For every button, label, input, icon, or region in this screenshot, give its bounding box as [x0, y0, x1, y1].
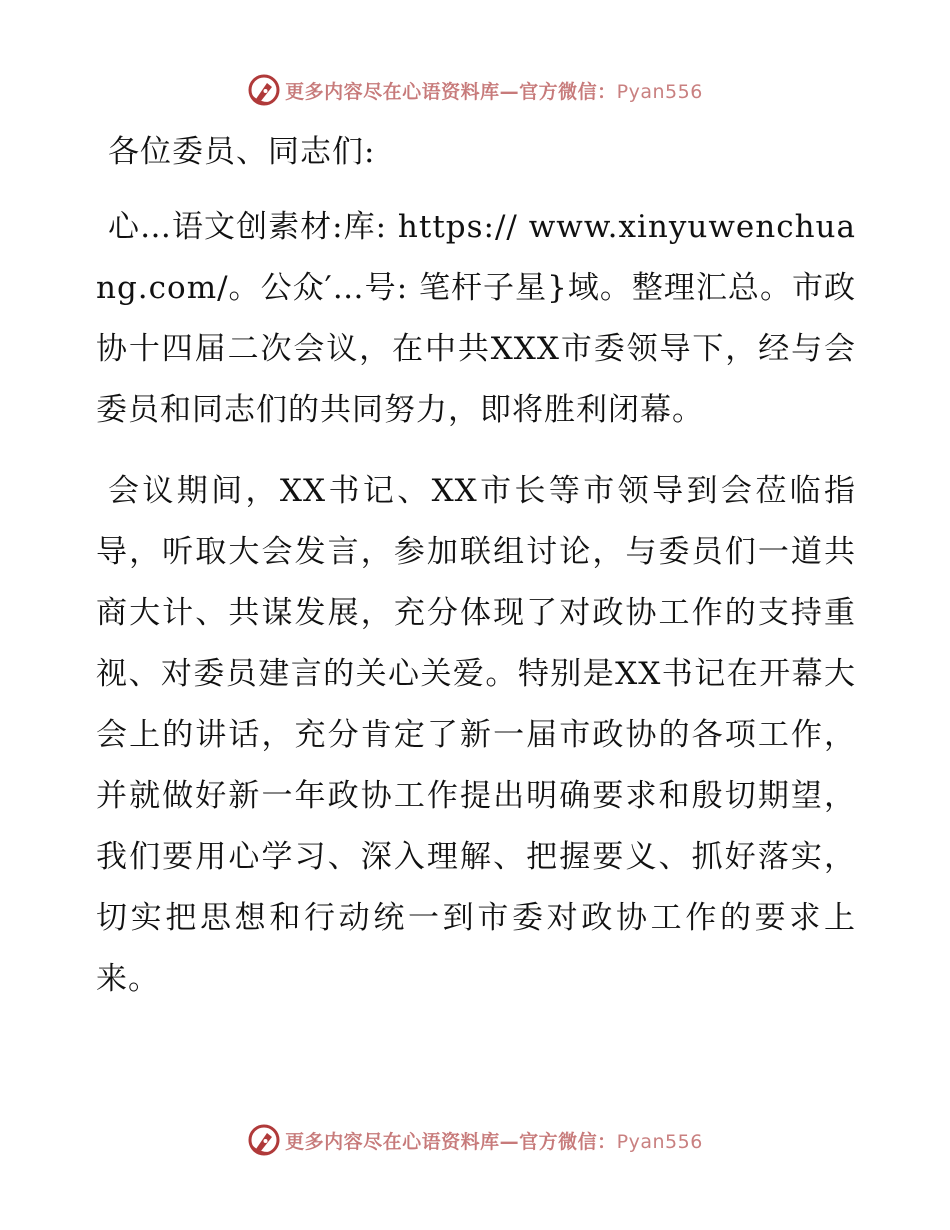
- salutation: 各位委员、同志们:: [108, 134, 376, 170]
- paragraph-1-text: 心…语文创素材:库: https:// www.xinyuwenchuang.com/。公众′…号: 笔杆子星}域。整理汇总。市政协十四届二次会议，在中共XXX市委领导下，经与会委员和同志们的共同努力，即将胜利闭幕。: [96, 209, 856, 428]
- watermark-text: [285, 77, 703, 104]
- paragraph-1: [96, 197, 856, 441]
- footer-watermark: [0, 1120, 950, 1160]
- watermark-handle: Pyan556: [616, 80, 703, 103]
- document-body: [96, 122, 856, 1030]
- watermark-label: 更多内容尽在心语资料库—官方微信：: [285, 1130, 617, 1153]
- watermark-handle: Pyan556: [616, 1130, 703, 1153]
- watermark-label: 更多内容尽在心语资料库—官方微信：: [285, 80, 617, 103]
- paragraph-2: [96, 461, 856, 1010]
- pen-nib-logo-icon: [247, 1123, 281, 1157]
- header-watermark: [0, 70, 950, 110]
- pen-nib-logo-icon: [247, 73, 281, 107]
- paragraph-2-text: 会议期间，XX书记、XX市长等市领导到会莅临指导，听取大会发言，参加联组讨论，与委员们一道共商大计、共谋发展，充分体现了对政协工作的支持重视、对委员建言的关心关爱。特别是XX书记在开幕大会上的讲话，充分肯定了新一届市政协的各项工作，并就做好新一年政协工作提出明确要求和殷切期望，我们要用心学习、深入理解、把握要义、抓好落实，切实把思想和行动统一到市委对政协工作的要求上来。: [96, 473, 856, 997]
- watermark-text: [285, 1127, 703, 1154]
